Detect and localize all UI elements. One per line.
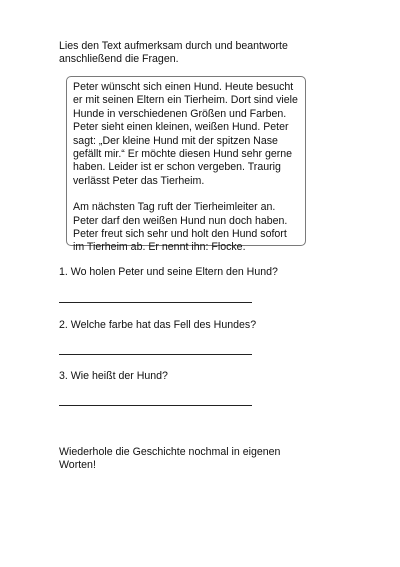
- retell-task-line: Worten!: [59, 459, 96, 472]
- story-line: Peter sieht einen kleinen, weißen Hund. Peter: [73, 121, 289, 134]
- instructions-line: anschließend die Fragen.: [59, 53, 179, 66]
- answer-line-2[interactable]: [59, 354, 252, 355]
- instructions-line: Lies den Text aufmerksam durch und beantworte: [59, 40, 288, 52]
- answer-line-1[interactable]: [59, 302, 252, 303]
- retell-task-line: Wiederhole die Geschichte nochmal in eigenen: [59, 446, 281, 458]
- question-3: 3. Wie heißt der Hund?: [59, 370, 168, 382]
- story-line: Peter freut sich sehr und holt den Hund sofort: [73, 228, 287, 241]
- story-line: sagt: „Der kleine Hund mit der spitzen Nase: [73, 134, 278, 147]
- question-2: 2. Welche farbe hat das Fell des Hundes?: [59, 319, 257, 331]
- story-line: gefällt mir.“ Er möchte diesen Hund sehr gerne: [73, 148, 293, 161]
- retell-task: [59, 446, 349, 473]
- story-line: verlässt Peter das Tierheim.: [73, 174, 205, 187]
- instructions: [59, 40, 349, 67]
- story-line: er mit seinen Eltern ein Tierheim. Dort sind viele: [73, 94, 298, 107]
- story-line: Peter wünscht sich einen Hund. Heute besucht: [73, 81, 294, 93]
- story-line: Peter darf den weißen Hund nun doch haben.: [73, 214, 288, 227]
- story-paragraph-1: [73, 81, 299, 188]
- story-line: Am nächsten Tag ruft der Tierheimleiter an.: [73, 201, 276, 214]
- story-paragraph-2: [73, 201, 299, 255]
- story-line: im Tierheim ab. Er nennt ihn: Flocke.: [73, 241, 246, 254]
- question-1: 1. Wo holen Peter und seine Eltern den Hund?: [59, 266, 278, 278]
- story-line: haben. Leider ist er schon vergeben. Traurig: [73, 161, 281, 174]
- story-box: [66, 76, 306, 254]
- answer-line-3[interactable]: [59, 405, 252, 406]
- story-line: Hunde in verschiedenen Größen und Farben.: [73, 107, 287, 120]
